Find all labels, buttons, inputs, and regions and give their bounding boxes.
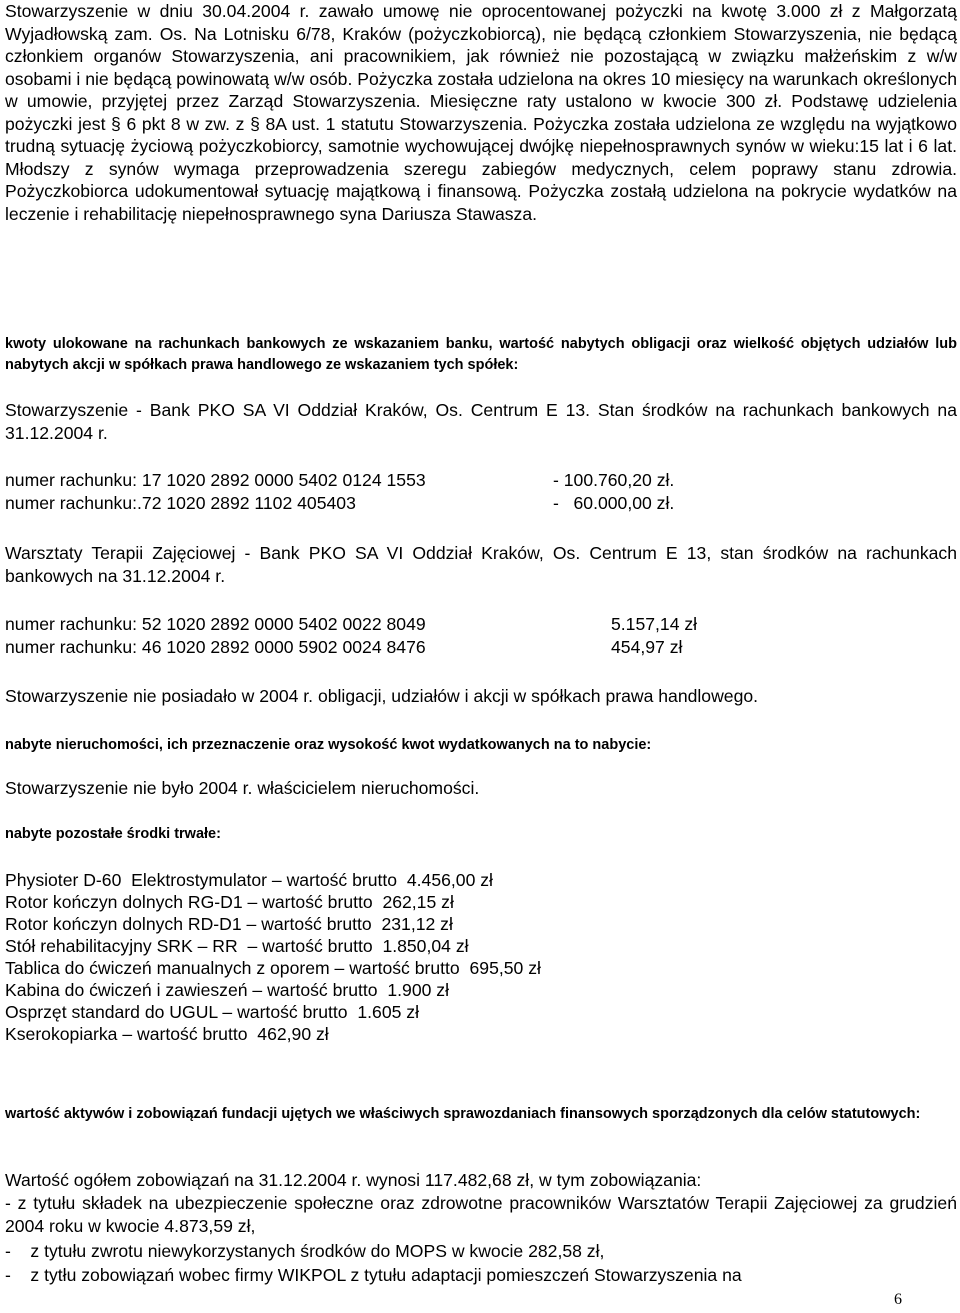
bank2-description: Warsztaty Terapii Zajęciowej - Bank PKO SA VI Oddział Kraków, Os. Centrum E 13, stan środków na rachunkach bankowych na 31.12.2004 r. bbox=[5, 543, 957, 586]
no-bonds-statement: Stowarzyszenie nie posiadało w 2004 r. obligacji, udziałów i akcji w spółkach prawa handlowego. bbox=[5, 686, 759, 706]
account-amount: - 100.760,20 zł. bbox=[553, 470, 675, 490]
account-row bbox=[5, 613, 697, 636]
asset-item: Rotor kończyn dolnych RD-D1 – wartość brutto 231,12 zł bbox=[5, 914, 453, 934]
liabilities-item: - z tytłu zobowiązań wobec firmy WIKPOL z tytułu adaptacji pomieszczeń Stowarzyszenia na bbox=[5, 1265, 742, 1285]
bank2-accounts bbox=[5, 613, 697, 659]
account-row bbox=[5, 636, 697, 659]
account-row bbox=[5, 469, 674, 492]
asset-item: Tablica do ćwiczeń manualnych z oporem – wartość brutto 695,50 zł bbox=[5, 958, 541, 978]
page-number: 6 bbox=[894, 1291, 902, 1308]
account-number: numer rachunku: 52 1020 2892 0000 5402 0022 8049 bbox=[5, 614, 426, 634]
account-number: numer rachunku: 46 1020 2892 0000 5902 0024 8476 bbox=[5, 637, 426, 657]
assets-list bbox=[5, 869, 541, 1045]
account-row bbox=[5, 492, 674, 515]
bank1-accounts bbox=[5, 469, 674, 515]
property-statement: Stowarzyszenie nie było 2004 r. właścicielem nieruchomości. bbox=[5, 778, 480, 798]
account-amount: 454,97 zł bbox=[611, 637, 683, 657]
bank-section-heading: kwoty ulokowane na rachunkach bankowych ze wskazaniem banku, wartość nabytych obligacji oraz wielkość objętych udziałów lub nabytych akcji w spółkach prawa handlowego ze wskazaniem tych spółek: bbox=[5, 336, 957, 373]
liabilities-section-heading: wartość aktywów i zobowiązań fundacji ujętych we właściwych sprawozdaniach finansowych sporządzonych dla celów statutowych: bbox=[5, 1106, 921, 1122]
liabilities-total: Wartość ogółem zobowiązań na 31.12.2004 r. wynosi 117.482,68 zł, w tym zobowiązania: bbox=[5, 1170, 702, 1190]
account-number: numer rachunku:.72 1020 2892 1102 405403 bbox=[5, 493, 356, 513]
assets-section-heading: nabyte pozostałe środki trwałe: bbox=[5, 826, 221, 842]
asset-item: Kserokopiarka – wartość brutto 462,90 zł bbox=[5, 1024, 329, 1044]
asset-item: Physioter D-60 Elektrostymulator – wartość brutto 4.456,00 zł bbox=[5, 870, 493, 890]
asset-item: Stół rehabilitacyjny SRK – RR – wartość brutto 1.850,04 zł bbox=[5, 936, 469, 956]
bank1-description: Stowarzyszenie - Bank PKO SA VI Oddział Kraków, Os. Centrum E 13. Stan środków na rachunkach bankowych na 31.12.2004 r. bbox=[5, 400, 957, 443]
property-section-heading: nabyte nieruchomości, ich przeznaczenie oraz wysokość kwot wydatkowanych na to nabycie: bbox=[5, 737, 652, 753]
loan-paragraph: Stowarzyszenie w dniu 30.04.2004 r. zawało umowę nie oprocentowanej pożyczki na kwotę 3.000 zł z Małgorzatą Wyjadłowską zam. Os. Na Lotnisku 6/78, Kraków (pożyczkobiorcą), nie będącą członkiem Stowarzyszenia, nie będącą członkiem organów Stowarzyszenia, ani pracownikiem, jak również nie pozostającą w związku małżeńskim z w/w osobami i nie będącą powinowatą w/w osób. Pożyczka została udzielona na okres 10 miesięcy na warunkach określonych w umowie, przyjętej przez Zarząd Stowarzyszenia. Miesięczne raty ustalono w kwocie 300 zł. Podstawę udzielenia pożyczki jest § 6 pkt 8 w zw. z § 8A ust. 1 statutu Stowarzyszenia. Pożyczka została udzielona ze względu na wyjątkowo trudną sytuację życiową pożyczkobiorcy, samotnie wychowującej dwójkę niepełnosprawnych synów w wieku:15 lat i 6 lat. Młodszy z synów wymaga przeprowadzenia szeregu zabiegów medycznych, celem poprawy stanu zdrowia. Pożyczkobiorca udokumentował sytuację majątkową i finansową. Pożyczka zostałą udzielona na pokrycie wydatków na leczenie i rehabilitację niepełnosprawnego syna Dariusza Stawasza. bbox=[5, 1, 957, 224]
liabilities-item: - z tytułu zwrotu niewykorzystanych środków do MOPS w kwocie 282,58 zł, bbox=[5, 1241, 605, 1261]
asset-item: Rotor kończyn dolnych RG-D1 – wartość brutto 262,15 zł bbox=[5, 892, 454, 912]
account-amount: 5.157,14 zł bbox=[611, 614, 698, 634]
asset-item: Kabina do ćwiczeń i zawieszeń – wartość brutto 1.900 zł bbox=[5, 980, 449, 1000]
account-number: numer rachunku: 17 1020 2892 0000 5402 0124 1553 bbox=[5, 470, 426, 490]
asset-item: Osprzęt standard do UGUL – wartość brutto 1.605 zł bbox=[5, 1002, 419, 1022]
account-amount: - 60.000,00 zł. bbox=[553, 493, 675, 513]
liabilities-item: - z tytułu składek na ubezpieczenie społeczne oraz zdrowotne pracowników Warsztatów Terapii Zajęciowej za grudzień 2004 roku w kwocie 4.873,59 zł, bbox=[5, 1193, 957, 1236]
